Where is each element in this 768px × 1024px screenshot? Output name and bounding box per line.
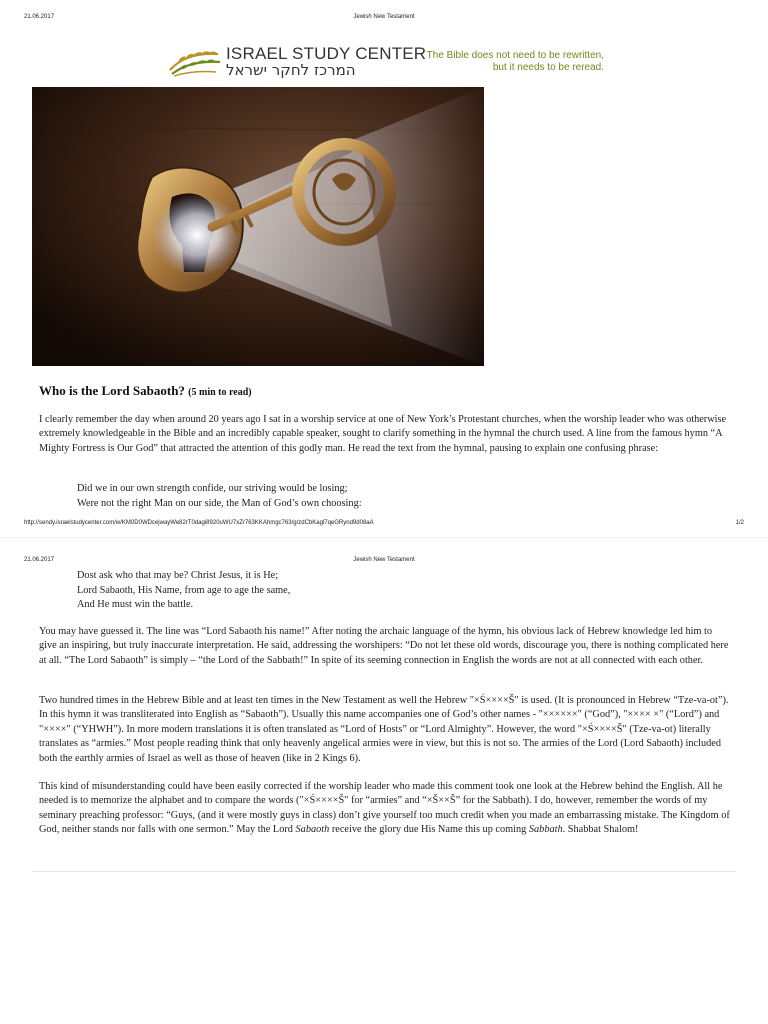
hymn-line: Did we in our own strength confide, our striving would be losing; bbox=[77, 483, 348, 494]
page-break bbox=[0, 537, 768, 538]
word-sabbath: Sabbath bbox=[528, 824, 563, 836]
print-title: Jewish New Testament bbox=[353, 557, 415, 563]
hymn-line: Lord Sabaoth, His Name, from age to age the same, bbox=[77, 584, 291, 596]
hymn-line: Dost ask who that may be? Christ Jesus, it is He; bbox=[77, 570, 279, 581]
paragraph-4-text: This kind of misunderstanding could have been easily corrected if the worship leader who made this comment took one look at the Hebrew behind the English. All he needed is to memorize the alphabet and to compare the words ("×Ś××××Š" for “armies” and “×Š××Š” for the Sabbath). I do, however, remember the words of my seminary preaching professor: “Guys, (and it were mostly guys in class) don’t give yourself too much credit when you made an embarrassing mistake. The Kingdom of God, neither stands nor falls with one sermon.” May the Lord bbox=[39, 781, 730, 836]
print-url[interactable]: http://sendy.israelstudycenter.com/w/KM0D0WDcejwayWe82rT0dagi8920uWU7xZr763KKAhmgc763/g/zdCbKagl7qeGRynd9d08aA bbox=[24, 520, 374, 526]
israel-study-center-logo[interactable] bbox=[166, 44, 606, 84]
article-title-text: Who is the Lord Sabaoth? bbox=[39, 383, 185, 398]
paragraph-4-text: . Shabbat Shalom! bbox=[562, 824, 639, 836]
article-paragraph-4 bbox=[39, 780, 731, 838]
wheat-emblem-icon bbox=[166, 46, 222, 80]
key-and-keyhole-image bbox=[32, 87, 484, 366]
logo-name-english: ISRAEL STUDY CENTER bbox=[226, 44, 427, 63]
hymn-verse-2 bbox=[77, 569, 290, 613]
print-page-number: 1/2 bbox=[735, 520, 744, 526]
logo-name-hebrew: המרכז לחקר ישראל bbox=[226, 61, 356, 79]
logo-tagline bbox=[406, 50, 604, 74]
article-paragraph-3: Two hundred times in the Hebrew Bible and at least ten times in the New Testament as well the Hebrew "×Ś××××Š" is used. (It is pronounced in Hebrew “Tze-va-ot”). In this hymn it was transliterated into English as “Sabaoth”). Usually this name accompanies one of God’s other names - "××××××" (“God”), "×××× ×" (“Lord”) and "××××" (“YHWH”). In more modern translations it is often translated as “Lord of Hosts” or “Lord Almighty”. However, the word "×Ś××××Š" (Tze-va-ot) literally translates as “armies.” Most people reading think that only heavenly angelical armies were in view, but this is not so. The armies of the Lord (Lord Sabaoth) included both the earthly armies of Israel as well as those of heaven (like in 2 Kings 6). bbox=[39, 695, 729, 764]
end-divider bbox=[32, 871, 736, 872]
hymn-verse-1 bbox=[77, 482, 362, 511]
print-date: 21.06.2017 bbox=[24, 557, 55, 563]
logo-tagline-line-2: but it needs to be reread. bbox=[492, 62, 604, 73]
read-time: (5 min to read) bbox=[188, 387, 252, 398]
print-date: 21.06.2017 bbox=[24, 14, 55, 20]
paragraph-4-text: receive the glory due His Name this up coming bbox=[329, 824, 529, 836]
print-title: Jewish New Testament bbox=[353, 14, 415, 20]
article-paragraph-2: You may have guessed it. The line was “Lord Sabaoth his name!” After noting the archaic language of the hymn, his obvious lack of Hebrew knowledge led him to give an inspiring, but truly inaccurate interpretation. He said, addressing the worshipers: “Do not let these old words, discourage you, there is nothing complicated here at all. “The Lord Sabaoth” is simply – “the Lord of the Sabbath!” In spite of its seeming connection in English the words are not at all connected with each other. bbox=[39, 626, 729, 666]
article-title bbox=[39, 383, 252, 399]
word-sabaoth: Sabaoth bbox=[295, 824, 330, 836]
article-paragraph-1: I clearly remember the day when around 20 years ago I sat in a worship service at one of New York’s Protestant churches, when the worship leader who was otherwise extremely knowledgeable in the Bible and an incredibly capable speaker, sought to clarify something in the hymnal the church used. A line from the famous hymn “A Mighty Fortress is Our God” that attracted the attention of this godly man. He read the text from the hymnal, pausing to explain one confusing phrase: bbox=[39, 414, 727, 454]
logo-tagline-line-1: The Bible does not need to be rewritten, bbox=[426, 50, 604, 61]
hymn-line: Were not the right Man on our side, the Man of God’s own choosing: bbox=[77, 497, 362, 509]
hymn-line: And He must win the battle. bbox=[77, 599, 194, 611]
